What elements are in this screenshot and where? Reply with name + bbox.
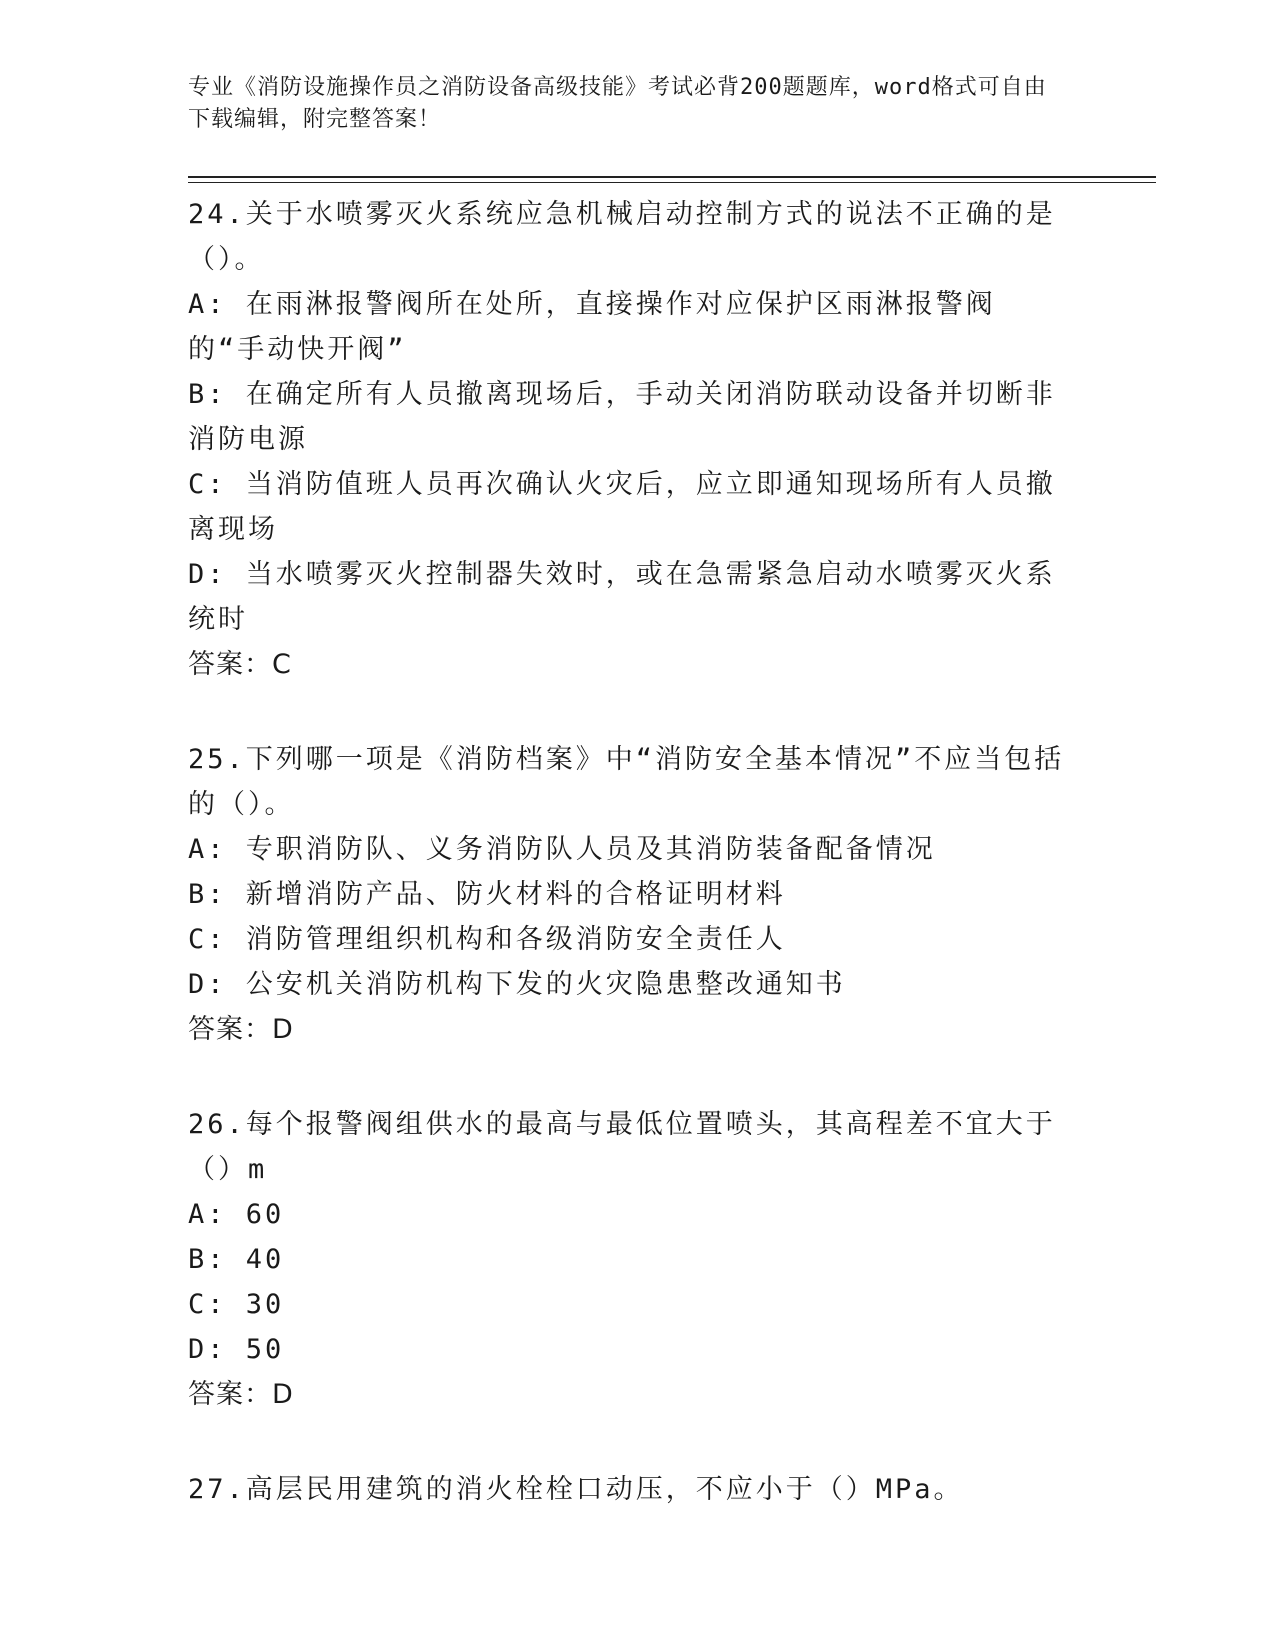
answer-line [188, 1372, 1068, 1417]
question-26 [188, 1100, 1068, 1417]
option-a: A: 专职消防队、义务消防队人员及其消防装备配备情况 [188, 834, 936, 865]
answer-value: D [272, 1379, 294, 1410]
option-c: C: 消防管理组织机构和各级消防安全责任人 [188, 924, 786, 955]
option-b: B: 40 [188, 1244, 285, 1275]
answer-label: 答案： [188, 1379, 272, 1410]
answer-label: 答案： [188, 1014, 272, 1045]
question-stem: 26.每个报警阀组供水的最高与最低位置喷头，其高程差不宜大于（）m [188, 1109, 1056, 1185]
question-list [188, 190, 1068, 1512]
document-header [188, 72, 1068, 136]
answer-line [188, 642, 1068, 687]
answer-label: 答案： [188, 649, 272, 680]
option-d: D: 50 [188, 1334, 285, 1365]
option-a: A: 在雨淋报警阀所在处所，直接操作对应保护区雨淋报警阀的“手动快开阀” [188, 289, 996, 365]
question-24 [188, 190, 1068, 687]
question-stem: 25.下列哪一项是《消防档案》中“消防安全基本情况”不应当包括的（）。 [188, 744, 1065, 820]
header-divider-thick [188, 176, 1156, 178]
answer-value: D [272, 1014, 294, 1045]
option-b: B: 新增消防产品、防火材料的合格证明材料 [188, 879, 786, 910]
question-25 [188, 735, 1068, 1052]
option-d: D: 公安机关消防机构下发的火灾隐患整改通知书 [188, 969, 846, 1000]
answer-value: C [272, 649, 292, 680]
option-c: C: 30 [188, 1289, 285, 1320]
option-c: C: 当消防值班人员再次确认火灾后，应立即通知现场所有人员撤离现场 [188, 469, 1056, 545]
option-b: B: 在确定所有人员撤离现场后，手动关闭消防联动设备并切断非消防电源 [188, 379, 1056, 455]
question-stem: 27.高层民用建筑的消火栓栓口动压，不应小于（）MPa。 [188, 1474, 964, 1505]
document-title: 专业《消防设施操作员之消防设备高级技能》考试必背200题题库，word格式可自由下载编辑，附完整答案！ [188, 75, 1047, 132]
question-27 [188, 1465, 1068, 1512]
option-a: A: 60 [188, 1199, 285, 1230]
answer-line [188, 1007, 1068, 1052]
option-d: D: 当水喷雾灭火控制器失效时，或在急需紧急启动水喷雾灭火系统时 [188, 559, 1056, 635]
question-stem: 24.关于水喷雾灭火系统应急机械启动控制方式的说法不正确的是（）。 [188, 199, 1056, 275]
header-divider-thin [188, 182, 1156, 183]
